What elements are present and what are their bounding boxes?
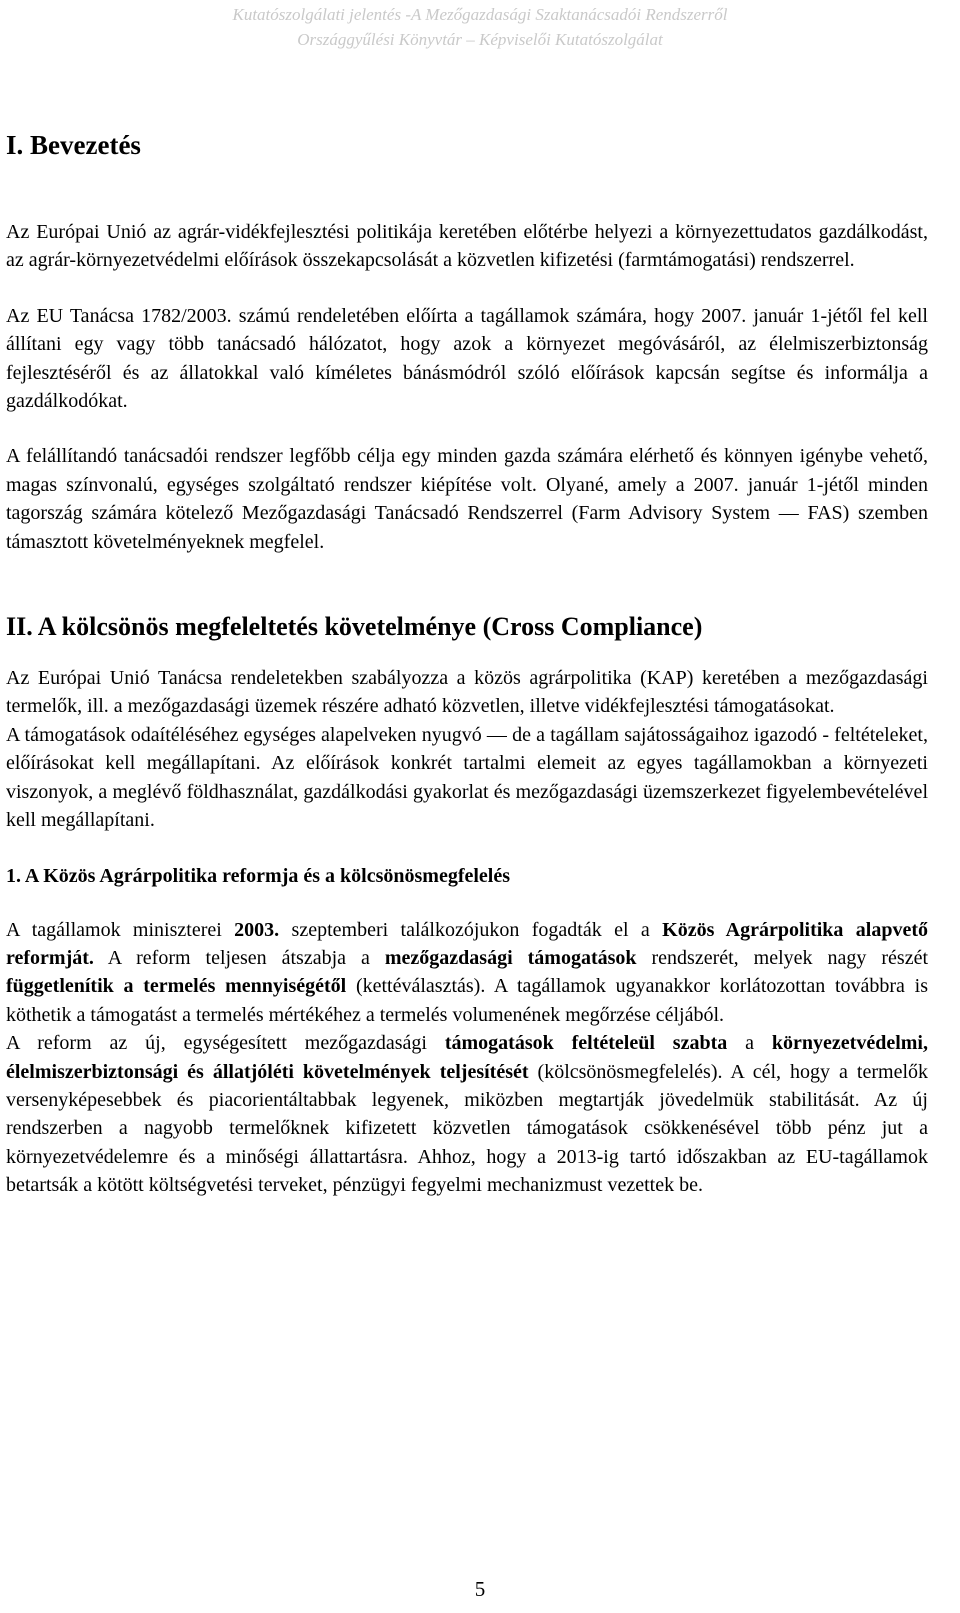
text-run: (kölcsönösmegfelelés). A cél, hogy a termelők versenyképesebbek és piacorientáltabbak legyenek, miközben megtartják jövedelmük stabilitását. Az új rendszerben a nagyobb termelőknek kifizetett közvetlen támogatások csökkenésével több pénz jut a környezetvédelemre és a minőségi állattartásra. Ahhoz, hogy a 2013-ig tartó időszakban az EU-tagállamok betartsák a kötött költségvetési terveket, pénzügyi fegyelmi mechanizmust vezettek be.: [6, 1060, 928, 1197]
bold-run: Közös Agrárpolitika alapvető reformját.: [6, 918, 928, 969]
section-2-title: II. A kölcsönös megfeleltetés követelménye (Cross Compliance): [6, 612, 703, 642]
running-header: [0, 2, 960, 52]
text-run: A tagállamok miniszterei: [6, 918, 235, 941]
section-1-paragraph-2: Az EU Tanácsa 1782/2003. számú rendeletében előírta a tagállamok számára, hogy 2007. január 1-jétől fel kell állítani egy vagy több tanácsadó hálózatot, hogy azok a környezet megóvásáról, az élelmiszerbiztonság fejlesztéséről és az állatokkal való kíméletes bánásmódról szóló előírások kapcsán segítse és informálja a gazdálkodókat.: [6, 304, 928, 413]
header-line-2: Országgyűlési Könyvtár – Képviselői Kutatószolgálat: [297, 30, 663, 49]
section-2-paragraph-1: Az Európai Unió Tanácsa rendeletekben szabályozza a közös agrárpolitika (KAP) keretében a mezőgazdasági termelők, ill. a mezőgazdasági üzemek részére adható közvetlen, illetve vidékfejlesztési támogatásokat.: [6, 667, 928, 718]
bold-run: környezetvédelmi, élelmiszerbiztonsági és állatjóléti követelmények teljesítését: [6, 1032, 928, 1083]
text-run: a: [727, 1032, 772, 1055]
bold-run: támogatások feltételeül szabta: [444, 1032, 728, 1055]
text-run: rendszerét, melyek nagy részét: [636, 946, 929, 969]
bold-run: függetlenítik a termelés mennyiségétől: [6, 975, 347, 998]
page-number: 5: [474, 1577, 486, 1601]
document-body: [6, 128, 928, 1200]
text-run: A reform teljesen átszabja a: [93, 946, 385, 969]
text-run: szeptemberi találkozójukon fogadták el a: [279, 918, 663, 941]
bold-run: mezőgazdasági támogatások: [384, 946, 637, 969]
section-1-paragraph-1: Az Európai Unió az agrár-vidékfejlesztési politikája keretében előtérbe helyezi a környezettudatos gazdálkodást, az agrár-környezetvédelmi előírások összekapcsolását a közvetlen kifizetési (farmtámogatási) rendszerrel.: [6, 221, 928, 272]
section-1-title: I. Bevezetés: [6, 130, 141, 160]
header-line-1: Kutatószolgálati jelentés -A Mezőgazdasági Szaktanácsadói Rendszerről: [232, 5, 728, 24]
section-3-paragraph-2: [6, 1029, 928, 1199]
bold-run: 2003.: [234, 918, 280, 941]
section-1-paragraph-3: A felállítandó tanácsadói rendszer legfőbb célja egy minden gazda számára elérhető és könnyen igénybe vehető, magas színvonalú, egységes szolgáltató rendszer kiépítése volt. Olyané, amely a 2007. január 1-jétől minden tagország számára kötelező Mezőgazdasági Tanácsadó Rendszerrel (Farm Advisory System ― FAS) szemben támasztott követelményeknek megfelel.: [6, 445, 928, 553]
section-3-paragraph-1: [6, 916, 928, 1030]
text-run: A reform az új, egységesített mezőgazdasági: [6, 1032, 445, 1055]
section-3-title: 1. A Közös Agrárpolitika reformja és a kölcsönösmegfelelés: [6, 864, 511, 887]
section-2-paragraph-2: A támogatások odaítéléséhez egységes alapelveken nyugvó ― de a tagállam sajátosságaihoz igazodó - feltételeket, előírásokat kell megállapítani. Az előírások konkrét tartalmi elemeit az egyes tagállamokban a környezeti viszonyok, a meglévő földhasználat, gazdálkodási gyakorlat és mezőgazdasági üzemszerkezet figyelembevételével kell megállapítani.: [6, 723, 928, 832]
text-run: (kettéválasztás). A tagállamok ugyanakkor korlátozottan továbbra is köthetik a támogatást a termelés mértékéhez a termelés volumenének megőrzése céljából.: [6, 975, 928, 1026]
